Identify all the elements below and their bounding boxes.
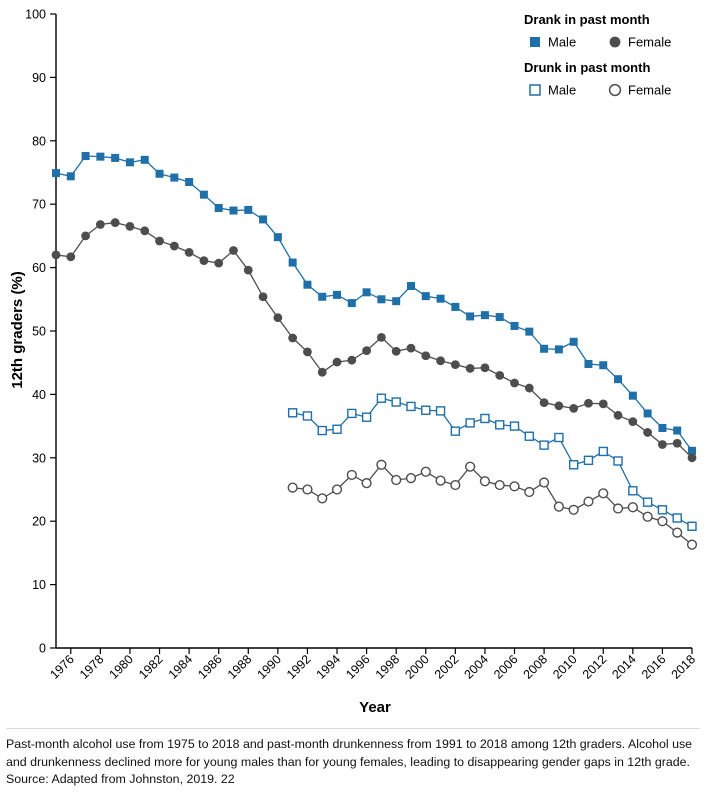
svg-text:1986: 1986 xyxy=(195,652,225,682)
svg-text:50: 50 xyxy=(32,324,46,339)
svg-text:Male: Male xyxy=(548,34,577,50)
svg-text:Female: Female xyxy=(628,34,672,50)
svg-text:2012: 2012 xyxy=(579,652,610,682)
svg-text:1992: 1992 xyxy=(283,652,314,682)
svg-text:100: 100 xyxy=(25,7,46,22)
svg-text:2010: 2010 xyxy=(550,652,580,682)
svg-text:1980: 1980 xyxy=(106,652,137,682)
svg-text:80: 80 xyxy=(32,134,46,149)
svg-text:2006: 2006 xyxy=(491,652,521,682)
svg-text:2016: 2016 xyxy=(638,652,669,682)
chart-legend xyxy=(524,12,671,98)
svg-text:2018: 2018 xyxy=(668,652,699,682)
svg-text:20: 20 xyxy=(32,514,46,529)
svg-text:30: 30 xyxy=(32,451,46,466)
svg-text:1976: 1976 xyxy=(47,652,77,682)
svg-text:Female: Female xyxy=(628,82,672,98)
svg-text:1994: 1994 xyxy=(313,652,344,682)
svg-text:2014: 2014 xyxy=(609,652,639,682)
svg-text:70: 70 xyxy=(32,197,46,212)
svg-text:40: 40 xyxy=(32,387,46,402)
svg-text:Drunk in past month: Drunk in past month xyxy=(524,60,651,75)
svg-text:1998: 1998 xyxy=(372,652,403,682)
svg-text:Male: Male xyxy=(548,82,577,98)
svg-text:1996: 1996 xyxy=(343,652,373,682)
svg-text:2004: 2004 xyxy=(461,652,492,682)
x-axis-title: Year xyxy=(359,699,391,716)
caption-divider xyxy=(6,728,700,729)
data-series xyxy=(52,152,697,549)
svg-text:1990: 1990 xyxy=(254,652,284,682)
svg-text:1988: 1988 xyxy=(224,652,255,682)
figure-caption xyxy=(6,736,700,789)
svg-text:0: 0 xyxy=(39,641,46,656)
caption-text: Past-month alcohol use from 1975 to 2018 and past-month drunkenness from 1991 to 2018 among 12th graders. Alcohol use and drunkenness declined more for young males than for young females, leading to disappearing gender gaps in 12th grade. Source: Adapted from Johnston, 2019. 22 xyxy=(6,737,693,787)
svg-text:90: 90 xyxy=(32,70,46,85)
svg-text:1978: 1978 xyxy=(76,652,107,682)
svg-text:2002: 2002 xyxy=(431,652,462,682)
svg-text:2008: 2008 xyxy=(520,652,551,682)
svg-text:Drank in past month: Drank in past month xyxy=(524,12,650,27)
svg-text:10: 10 xyxy=(32,578,46,593)
svg-text:1982: 1982 xyxy=(136,652,166,682)
svg-text:60: 60 xyxy=(32,261,46,276)
axes xyxy=(25,8,698,682)
svg-text:1984: 1984 xyxy=(165,652,196,682)
svg-text:2000: 2000 xyxy=(402,652,432,682)
y-axis-title: 12th graders (%) xyxy=(9,271,26,389)
